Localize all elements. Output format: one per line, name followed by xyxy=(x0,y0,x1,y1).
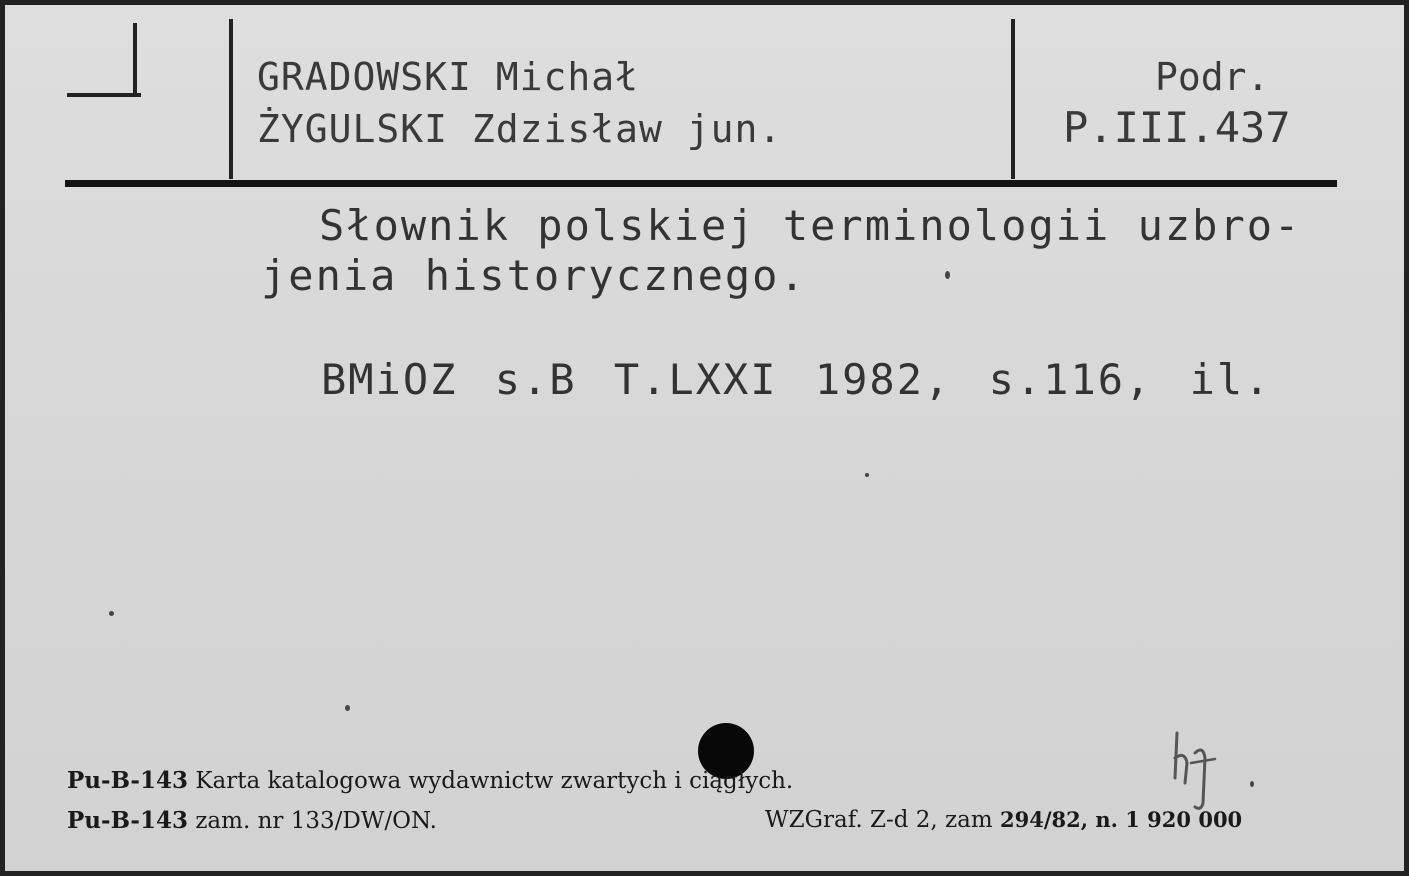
paper-speck xyxy=(109,611,114,616)
author-primary: GRADOWSKI Michał xyxy=(257,55,640,99)
footer-line-2 xyxy=(67,807,437,834)
author-secondary: ŻYGULSKI Zdzisław jun. xyxy=(257,107,783,151)
paper-speck xyxy=(345,705,350,711)
print-run: 294/82, n. 1 920 000 xyxy=(1000,807,1243,832)
corner-mark xyxy=(133,23,137,93)
left-divider xyxy=(229,19,233,179)
printer-name: WZGraf. Z-d 2, zam xyxy=(765,807,993,833)
paper-speck xyxy=(1250,781,1254,787)
source-citation: BMiOZ s.B T.LXXI 1982, s.116, il. xyxy=(321,355,1272,404)
footer-line-1 xyxy=(67,767,793,794)
form-code-2: Pu-B-143 xyxy=(67,807,188,834)
title-line-1: Słownik polskiej terminologii uzbro- xyxy=(319,201,1302,250)
corner-mark-base xyxy=(67,93,141,97)
form-code: Pu-B-143 xyxy=(67,767,188,794)
shelf-location-number: P.III.437 xyxy=(1063,103,1291,152)
header-rule xyxy=(65,180,1337,187)
right-divider xyxy=(1011,19,1015,179)
paper-speck xyxy=(865,473,869,477)
order-number: zam. nr 133/DW/ON. xyxy=(195,808,437,834)
handwritten-initials-icon xyxy=(1165,723,1235,813)
shelf-location-label: Podr. xyxy=(1155,55,1270,99)
form-description: Karta katalogowa wydawnictw zwartych i ciągłych. xyxy=(195,768,794,794)
paper-speck xyxy=(945,271,950,279)
title-line-2: jenia historycznego. xyxy=(261,251,807,300)
